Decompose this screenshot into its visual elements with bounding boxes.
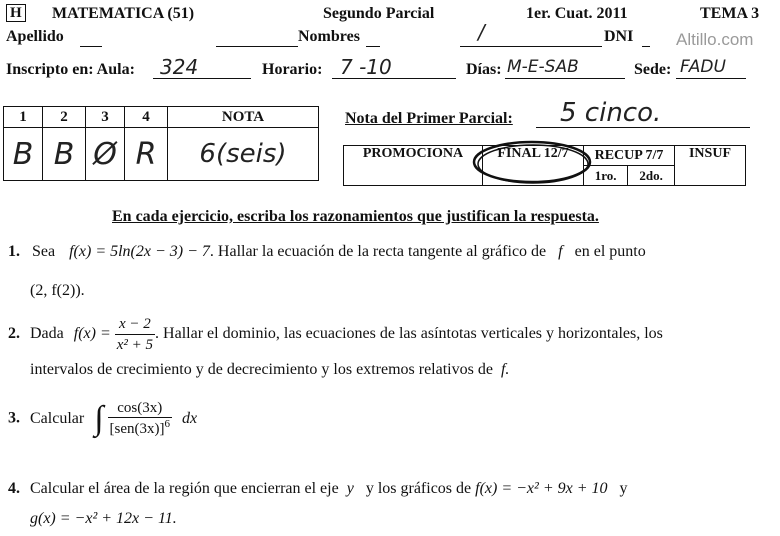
q1-line2: (2, f(2)). [30,282,85,299]
final-grade-value: 6(seis) [199,139,287,169]
grade-value: B [53,136,75,172]
q3-dx: dx [182,410,198,427]
q4-axis: y [346,480,354,497]
apellido-line [80,46,102,47]
nombres-label: Nombres [298,28,360,45]
q3-denominator-wrap [108,418,172,438]
grade-value: B [12,136,34,172]
question-number: 4. [8,480,20,497]
promo-header: PROMOCIONA [344,146,483,186]
grade-value: Ø [93,136,117,172]
q2-line2-wrap [30,361,509,379]
question-3 [8,400,197,438]
final-circle-mark [470,138,594,190]
grade-header: 2 [43,107,86,128]
course-title: MATEMATICA (51) [52,5,195,22]
question-number: 3. [8,409,20,427]
horario-line [332,78,456,79]
q4-line2-wrap [30,510,177,528]
dni-label: DNI [604,28,634,45]
dias-line [505,78,625,79]
q2-line2: intervalos de crecimiento y de decrecimiento y los extremos relativos de [30,361,493,378]
exam-name: Segundo Parcial [323,5,435,22]
first-exam-value: 5 cinco. [560,98,662,128]
grades-header-row [4,107,319,128]
q3-fraction [108,400,172,438]
q3-exponent: 6 [164,418,171,430]
horario-label: Horario: [262,61,323,78]
nombres-line-2 [460,46,602,47]
promo-header: RECUP 7/7 [584,146,675,166]
apellido-label: Apellido [6,28,64,45]
inscripto-label: Inscripto en: Aula: [6,61,135,78]
aula-value: 324 [160,55,199,79]
sede-value: FADU [680,57,726,77]
q3-numerator: cos(3x) [108,400,172,418]
grades-value-row [4,128,319,181]
q4-g-formula: g(x) = −x² + 12x − 11. [30,510,177,527]
q2-numerator: x − 2 [115,314,155,335]
q4-text-a: Calcular el área de la región que encierran el eje [30,480,339,497]
recup-sub: 2do. [628,166,675,186]
exam-period: 1er. Cuat. 2011 [526,5,628,22]
q4-text-b: y los gráficos de [365,480,472,497]
dias-value: M-E-SAB [507,57,579,77]
dni-line [642,46,650,47]
sede-line [676,78,746,79]
promo-header: INSUF [675,146,746,186]
integral-sign: ∫ [94,400,104,437]
question-2 [8,314,663,355]
q1-formula: f(x) = 5ln(2x − 3) − 7 [69,243,210,260]
q2-fraction [115,314,155,355]
grade-header: 1 [4,107,43,128]
instruction: En cada ejercicio, escriba los razonamientos que justifican la respuesta. [112,208,599,225]
q2-lhs: f(x) = [73,325,111,343]
q1-var: f [558,243,563,260]
grade-header: 4 [125,107,168,128]
aula-line [153,78,251,79]
grade-value: R [135,136,157,172]
q4-text-c: y [619,480,628,497]
q1-text-c: en el punto [574,243,646,260]
q3-denominator: [sen(3x)] [109,421,165,437]
horario-value: 7 -10 [340,55,392,79]
exam-topic: TEMA 3 [700,5,760,22]
version-letter-box [6,4,26,22]
q3-text-a: Calcular [30,410,85,427]
recup-sub: 1ro. [584,166,628,186]
sede-label: Sede: [634,61,672,78]
q1-text-b: . Hallar la ecuación de la recta tangente al gráfico de [209,243,547,260]
grades-table [3,106,319,181]
question-4 [8,480,628,498]
q2-var: f. [500,361,510,378]
first-exam-line [536,127,750,128]
version-letter: H [10,5,22,21]
grade-header: NOTA [168,107,319,128]
nombres-mark: / [478,20,485,44]
question-number: 2. [8,325,20,343]
nombres-line [366,46,380,47]
apellido-line-2 [216,46,298,47]
q2-text-b: . Hallar el dominio, las ecuaciones de las asíntotas verticales y horizontales, los [155,325,663,343]
first-exam-label: Nota del Primer Parcial: [345,110,513,127]
watermark: Altillo.com [676,30,754,49]
question-1 [8,243,646,261]
q2-denominator: x² + 5 [116,337,154,353]
promo-header: FINAL 12/7 [483,146,584,186]
dias-label: Días: [466,61,502,78]
question-number: 1. [8,243,20,260]
grade-header: 3 [86,107,125,128]
q1-text-a: Sea [32,243,56,260]
q2-text-a: Dada [30,325,64,343]
q4-f-formula: f(x) = −x² + 9x + 10 [475,480,608,497]
